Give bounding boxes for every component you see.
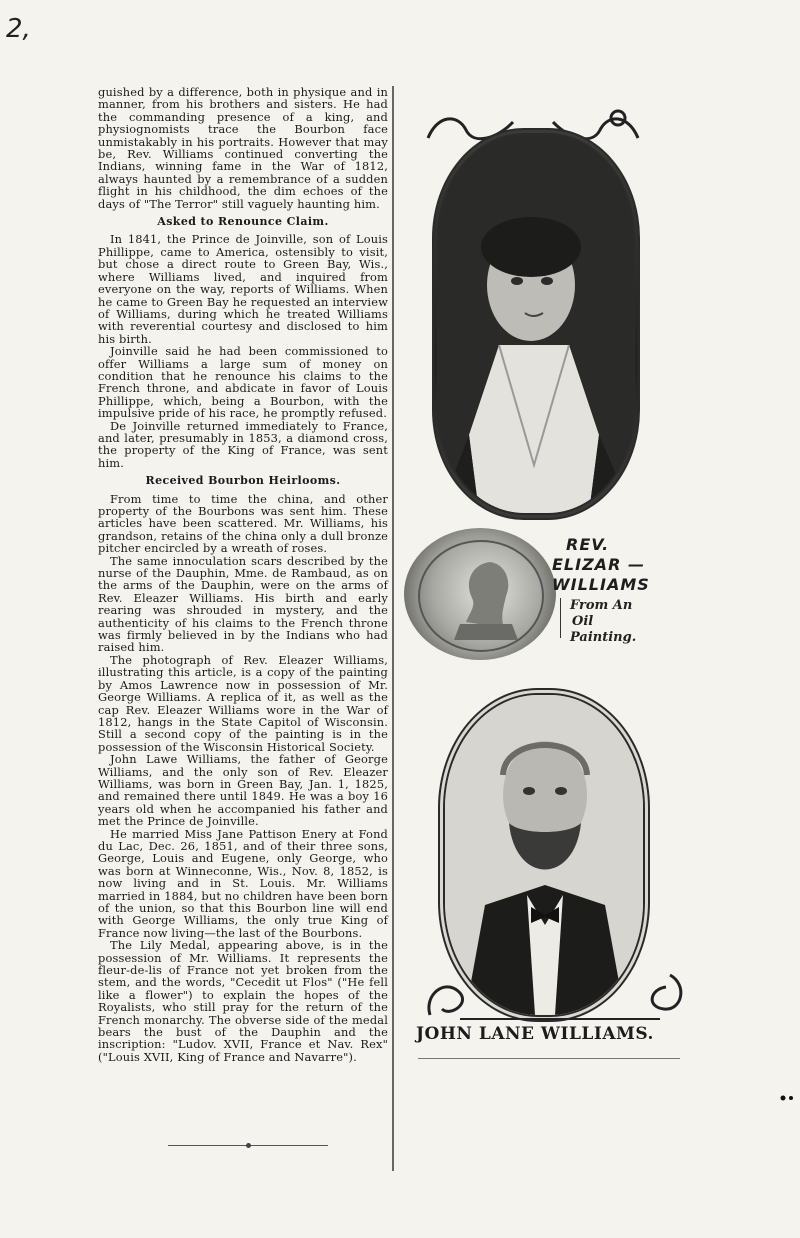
paragraph: The photograph of Rev. Eleazer Williams, illustrating this article, is a copy of the painting by Amos Lawrence now in possession of Mr. George Williams. A replica of it, as well as the cap Rev. Eleazer Williams wore in the War of 1812, hangs in the State Capitol of Wisconsin. Still a second copy of the painting is in the possession of the Wisconsin Historical Society. [98, 652, 388, 754]
scan-edge-mark [780, 1094, 794, 1102]
caption-line: ELIZAR — [552, 555, 645, 574]
article-column [98, 86, 388, 1063]
dauphin-bust-icon [420, 542, 542, 650]
caption-line: WILLIAMS [552, 575, 650, 594]
paragraph: He married Miss Jane Pattison Enery at Fond du Lac, Dec. 26, 1851, and of their three sons, George, Louis and Eugene, only George, who was born at Winneconne, Wis., Nov. 8, 1852, is now living and in St. Louis. Mr. Williams married in 1884, but no children have been born of the union, so that this Bourbon line will end with George Williams, the only true King of France now living—the last of the Bourbons. [98, 826, 388, 940]
paragraph: From time to time the china, and other property of the Bourbons was sent him. These articles have been scattered. Mr. Williams, his grandson, retains of the china only a dull bronze pitcher encircled by a wreath of roses. [98, 491, 388, 556]
caption-source-line: Oil [572, 614, 594, 629]
ornamental-scroll-bottom [420, 965, 690, 1025]
section-heading: Asked to Renounce Claim. [157, 215, 329, 229]
paragraph: The Lily Medal, appearing above, is in the possession of Mr. Williams. It represents the fleur-de-lis of France not yet broken from the stem, and the words, "Cecedit ut Flos" ("He fell like a flower") to explain the hopes of the Royalists, who still pray for the return of the French monarchy. The obverse side of the medal bears the bust of the Dauphin and the inscription: "Ludov. XVII, France et Nav. Rex" ("Louis XVII, King of France and Navarre"). [98, 938, 388, 1064]
paragraph: guished by a difference, both in physique and in manner, from his brothers and sisters. He had the commanding presence of a king, and physiognomists trace the Bourbon face unmistakably in his portraits. However that may be, Rev. Williams continued converting the Indians, winning fame in the War of 1812, always haunted by a remembrance of a sudden flight in his childhood, the dim echoes of the days of "The Terror" still vaguely haunting him. [98, 85, 388, 211]
section-heading: Received Bourbon Heirlooms. [145, 474, 341, 488]
medal-face [418, 540, 544, 652]
paragraph: The same innoculation scars described by the nurse of the Dauphin, Mme. de Rambaud, as on the arms of the Dauphin, were on the arms of Rev. Eleazer Williams. His birth and early rearing was shrouded in mystery, and the authenticity of his claims to the French throne was firmly believed in by the Indians who had raised him. [98, 553, 388, 655]
caption-rule [418, 1058, 680, 1059]
page-number: 2, [6, 14, 31, 44]
portrait-figure-icon [439, 135, 633, 513]
paragraph: De Joinville returned immediately to France, and later, presumably in 1853, a diamond cross, the property of the King of France, was sent him. [98, 418, 388, 470]
caption-bracket [560, 598, 569, 638]
end-of-article-rule [168, 1145, 328, 1146]
paragraph: John Lawe Williams, the father of George Williams, and the only son of Rev. Eleazer Williams, was born in Green Bay, Jan. 1, 1825, and remained there until 1849. He was a boy 16 years old when he accompanied his father and met the Prince de Joinville. [98, 752, 388, 829]
caption-source-line: Painting. [570, 630, 637, 645]
paragraph: In 1841, the Prince de Joinville, son of Louis Phillippe, came to America, ostensibly to visit, but chose a direct route to Green Bay, Wis., where Williams lived, and inquired from everyone on the way, reports of Williams. When he came to Green Bay he requested an interview of Williams, during which he treated Williams with reverential courtesy and disclosed to him his birth. [98, 232, 388, 346]
caption-rev-eleazar-williams [552, 535, 664, 595]
caption-john-lane-williams: JOHN LANE WILLIAMS. [416, 1024, 654, 1044]
column-divider [392, 86, 394, 1171]
portrait-rev-eleazar-williams [432, 128, 640, 520]
lily-medal [404, 528, 556, 660]
caption-source-line: From An [570, 598, 633, 613]
caption-source [570, 598, 670, 646]
paragraph: Joinville said he had been commissioned to offer Williams a large sum of money on condition that he renounce his claims to the French throne, and abdicate in favor of Louis Phillippe, which, being a Bourbon, with the impulsive pride of his race, he promptly refused. [98, 344, 388, 421]
caption-line: REV. [566, 535, 610, 554]
